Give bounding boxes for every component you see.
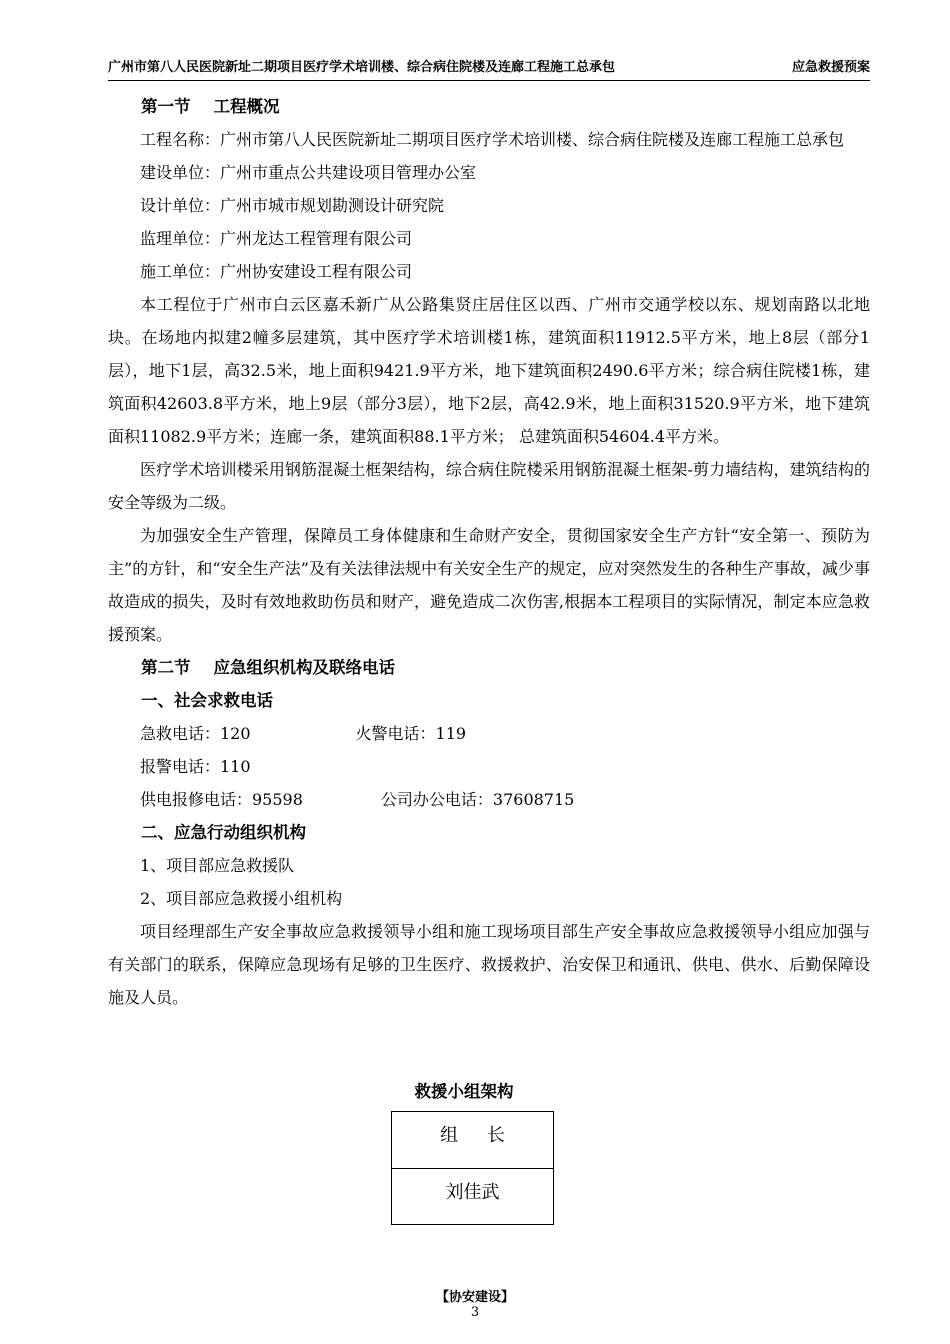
page-header bbox=[108, 58, 870, 78]
header-doc-type: 应急救援预案 bbox=[791, 60, 870, 75]
owner-unit: 建设单位：广州市重点公共建设项目管理办公室 bbox=[140, 163, 477, 182]
leader-role-cell bbox=[392, 1112, 553, 1169]
org-chart-box bbox=[391, 1111, 554, 1225]
leader-name-cell bbox=[392, 1169, 553, 1225]
supervision-unit: 监理单位：广州龙达工程管理有限公司 bbox=[140, 229, 413, 248]
footer-company: 【协安建设】 bbox=[435, 1290, 514, 1305]
project-name: 工程名称：广州市第八人民医院新址二期项目医疗学术培训楼、综合病住院楼及连廊工程施工总承包 bbox=[140, 130, 845, 149]
header-divider bbox=[108, 80, 870, 81]
ambulance-phone: 急救电话：120 bbox=[140, 724, 251, 743]
list-item: 2、项目部应急救援小组机构 bbox=[140, 889, 343, 908]
phone-row-1 bbox=[108, 717, 870, 750]
organization-paragraph: 项目经理部生产安全事故应急救援领导小组和施工现场项目部生产安全事故应急救援领导小组应加强与有关部门的联系，保障应急现场有足够的卫生医疗、救援救护、治安保卫和通讯、供电、供水、后勤保障设施及人员。 bbox=[108, 922, 870, 1007]
document-body bbox=[108, 90, 870, 1014]
emergency-phones-heading: 一、社会求救电话 bbox=[141, 691, 273, 710]
section1-heading: 第一节 工程概况 bbox=[141, 97, 280, 116]
leader-role: 组长 bbox=[440, 1125, 534, 1146]
organization-heading: 二、应急行动组织机构 bbox=[141, 823, 306, 842]
section2-heading: 第二节 应急组织机构及联络电话 bbox=[141, 658, 395, 677]
leader-name: 刘佳武 bbox=[445, 1182, 500, 1203]
fire-phone: 火警电话：119 bbox=[355, 724, 467, 743]
header-project-title: 广州市第八人民医院新址二期项目医疗学术培训楼、综合病住院楼及连廊工程施工总承包 bbox=[108, 60, 616, 75]
construction-unit: 施工单位：广州协安建设工程有限公司 bbox=[140, 262, 413, 281]
office-phone: 公司办公电话：37608715 bbox=[380, 790, 575, 809]
structure-paragraph: 医疗学术培训楼采用钢筋混凝土框架结构，综合病住院楼采用钢筋混凝土框架-剪力墙结构，建筑结构的安全等级为二级。 bbox=[108, 460, 870, 512]
org-chart-title: 救援小组架构 bbox=[414, 1082, 514, 1101]
page-number: 3 bbox=[470, 1305, 480, 1320]
phone-row-3 bbox=[108, 783, 870, 816]
purpose-paragraph: 为加强安全生产管理，保障员工身体健康和生命财产安全，贯彻国家安全生产方针“安全第一、预防为主”的方针，和“安全生产法”及有关法律法规中有关安全生产的规定，应对突然发生的各种生产事故，减少事故造成的损失，及时有效地救助伤员和财产，避免造成二次伤害,根据本工程项目的实际情况，制定本应急救援预案。 bbox=[108, 526, 870, 644]
power-repair-phone: 供电报修电话：95598 bbox=[140, 790, 303, 809]
police-phone: 报警电话：110 bbox=[140, 757, 251, 776]
design-unit: 设计单位：广州市城市规划勘测设计研究院 bbox=[140, 196, 445, 215]
location-paragraph: 本工程位于广州市白云区嘉禾新广从公路集贤庄居住区以西、广州市交通学校以东、规划南路以北地块。在场地内拟建2幢多层建筑，其中医疗学术培训楼1栋，建筑面积11912.5平方米，地上8层（部分1层），地下1层，高32.5米，地上面积9421.9平方米，地下建筑面积2490.6平方米；综合病住院楼1栋，建筑面积42603.8平方米，地上9层（部分3层），地下2层，高42.9米，地上面积31520.9平方米，地下建筑面积11082.9平方米；连廊一条，建筑面积88.1平方米； 总建筑面积54604.4平方米。 bbox=[108, 295, 870, 446]
list-item: 1、项目部应急救援队 bbox=[140, 856, 295, 875]
